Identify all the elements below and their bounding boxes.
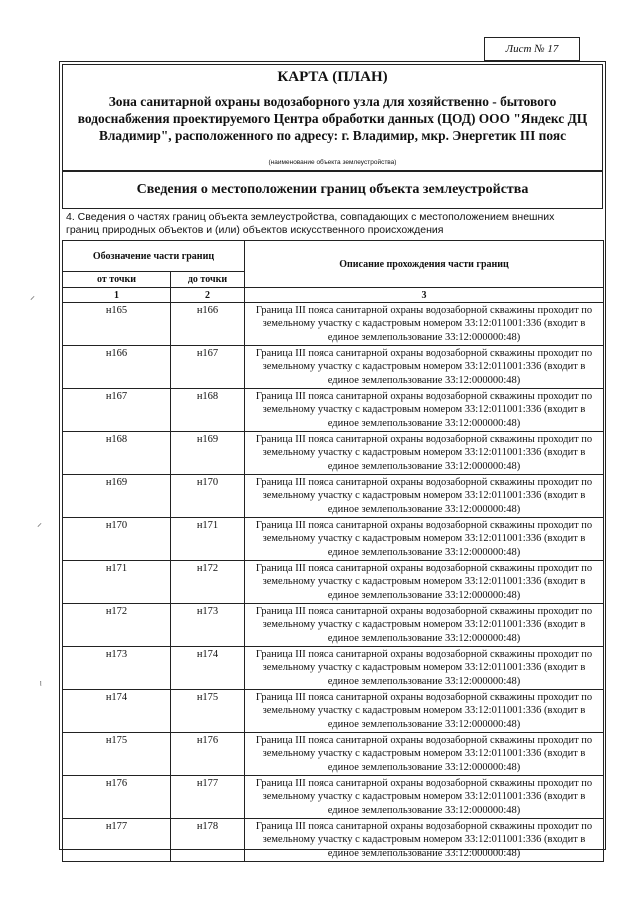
- to-point-cell: н168: [171, 389, 245, 432]
- table-row: [63, 604, 604, 647]
- from-point-cell: н171: [63, 561, 171, 604]
- from-point-cell: н170: [63, 518, 171, 561]
- to-point-cell: н173: [171, 604, 245, 647]
- description-cell: Граница III пояса санитарной охраны водозаборной скважины проходит по земельному участку с кадастровым номером 33:12:011001:336 (входит в единое землепользование 33:12:000000:48): [245, 604, 604, 647]
- description-cell: Граница III пояса санитарной охраны водозаборной скважины проходит по земельному участку с кадастровым номером 33:12:011001:336 (входит в единое землепользование 33:12:000000:48): [245, 561, 604, 604]
- from-point-cell: н174: [63, 690, 171, 733]
- description-cell: Граница III пояса санитарной охраны водозаборной скважины проходит по земельному участку с кадастровым номером 33:12:011001:336 (входит в единое землепользование 33:12:000000:48): [245, 389, 604, 432]
- table-row: [63, 647, 604, 690]
- to-point-cell: н174: [171, 647, 245, 690]
- description-cell: Граница III пояса санитарной охраны водозаборной скважины проходит по земельному участку с кадастровым номером 33:12:011001:336 (входит в единое землепользование 33:12:000000:48): [245, 475, 604, 518]
- table-row: [63, 733, 604, 776]
- table-row: [63, 389, 604, 432]
- to-point-cell: н176: [171, 733, 245, 776]
- description-cell: Граница III пояса санитарной охраны водозаборной скважины проходит по земельному участку с кадастровым номером 33:12:011001:336 (входит в единое землепользование 33:12:000000:48): [245, 733, 604, 776]
- table-row: [63, 346, 604, 389]
- to-point-cell: н175: [171, 690, 245, 733]
- table-row: [63, 518, 604, 561]
- header-description: Описание прохождения части границ: [245, 241, 604, 288]
- to-point-cell: н177: [171, 776, 245, 819]
- table-row: [63, 475, 604, 518]
- from-point-cell: н169: [63, 475, 171, 518]
- table-row: [63, 819, 604, 862]
- description-cell: Граница III пояса санитарной охраны водозаборной скважины проходит по земельному участку с кадастровым номером 33:12:011001:336 (входит в единое землепользование 33:12:000000:48): [245, 432, 604, 475]
- from-point-cell: н166: [63, 346, 171, 389]
- margin-mark: ⸝: [37, 518, 42, 529]
- to-point-cell: н178: [171, 819, 245, 862]
- table-row: [63, 303, 604, 346]
- title-block: [62, 64, 603, 171]
- table-row: [63, 776, 604, 819]
- from-point-cell: н177: [63, 819, 171, 862]
- from-point-cell: н168: [63, 432, 171, 475]
- description-cell: Граница III пояса санитарной охраны водозаборной скважины проходит по земельному участку с кадастровым номером 33:12:011001:336 (входит в единое землепользование 33:12:000000:48): [245, 518, 604, 561]
- column-number: 3: [245, 288, 604, 303]
- header-boundary-designation: Обозначение части границ: [63, 241, 245, 272]
- table-row: [63, 561, 604, 604]
- from-point-cell: н176: [63, 776, 171, 819]
- description-cell: Граница III пояса санитарной охраны водозаборной скважины проходит по земельному участку с кадастровым номером 33:12:011001:336 (входит в единое землепользование 33:12:000000:48): [245, 690, 604, 733]
- description-cell: Граница III пояса санитарной охраны водозаборной скважины проходит по земельному участку с кадастровым номером 33:12:011001:336 (входит в единое землепользование 33:12:000000:48): [245, 346, 604, 389]
- from-point-cell: н175: [63, 733, 171, 776]
- description-cell: Граница III пояса санитарной охраны водозаборной скважины проходит по земельному участку с кадастровым номером 33:12:011001:336 (входит в единое землепользование 33:12:000000:48): [245, 647, 604, 690]
- margin-mark: ⸝: [30, 291, 35, 302]
- sheet-number: Лист № 17: [484, 37, 580, 61]
- from-point-cell: н173: [63, 647, 171, 690]
- header-to-point: до точки: [171, 272, 245, 288]
- section-header: [62, 171, 603, 209]
- table-body: [63, 303, 604, 862]
- to-point-cell: н166: [171, 303, 245, 346]
- to-point-cell: н170: [171, 475, 245, 518]
- section-title: Сведения о местоположении границ объекта землеустройства: [136, 182, 529, 197]
- table-row: [63, 432, 604, 475]
- margin-mark: ˡ: [40, 680, 42, 691]
- column-number: 2: [171, 288, 245, 303]
- to-point-cell: н169: [171, 432, 245, 475]
- table-row: [63, 690, 604, 733]
- description-cell: Граница III пояса санитарной охраны водозаборной скважины проходит по земельному участку с кадастровым номером 33:12:011001:336 (входит в единое землепользование 33:12:000000:48): [245, 776, 604, 819]
- description-cell: Граница III пояса санитарной охраны водозаборной скважины проходит по земельному участку с кадастровым номером 33:12:011001:336 (входит в единое землепользование 33:12:000000:48): [245, 303, 604, 346]
- map-title: КАРТА (ПЛАН): [277, 69, 388, 85]
- to-point-cell: н172: [171, 561, 245, 604]
- from-point-cell: н167: [63, 389, 171, 432]
- from-point-cell: н165: [63, 303, 171, 346]
- column-number: 1: [63, 288, 171, 303]
- to-point-cell: н167: [171, 346, 245, 389]
- header-from-point: от точки: [63, 272, 171, 288]
- from-point-cell: н172: [63, 604, 171, 647]
- object-title: Зона санитарной охраны водозаборного узла для хозяйственно - бытового водоснабжения проектируемого Центра обработки данных (ЦОД) ООО "Яндекс ДЦ Владимир", расположенного по адресу: г. Владимир, мкр. Энергетик III пояс: [77, 94, 588, 143]
- section-note: 4. Сведения о частях границ объекта землеустройства, совпадающих с местоположением внешних границ природных объектов и (или) объектов искусственного происхождения: [66, 211, 555, 236]
- to-point-cell: н171: [171, 518, 245, 561]
- object-caption: (наименование объекта землеустройства): [268, 159, 397, 166]
- boundaries-table: [62, 240, 604, 862]
- description-cell: Граница III пояса санитарной охраны водозаборной скважины проходит по земельному участку с кадастровым номером 33:12:011001:336 (входит в единое землепользование 33:12:000000:48): [245, 819, 604, 862]
